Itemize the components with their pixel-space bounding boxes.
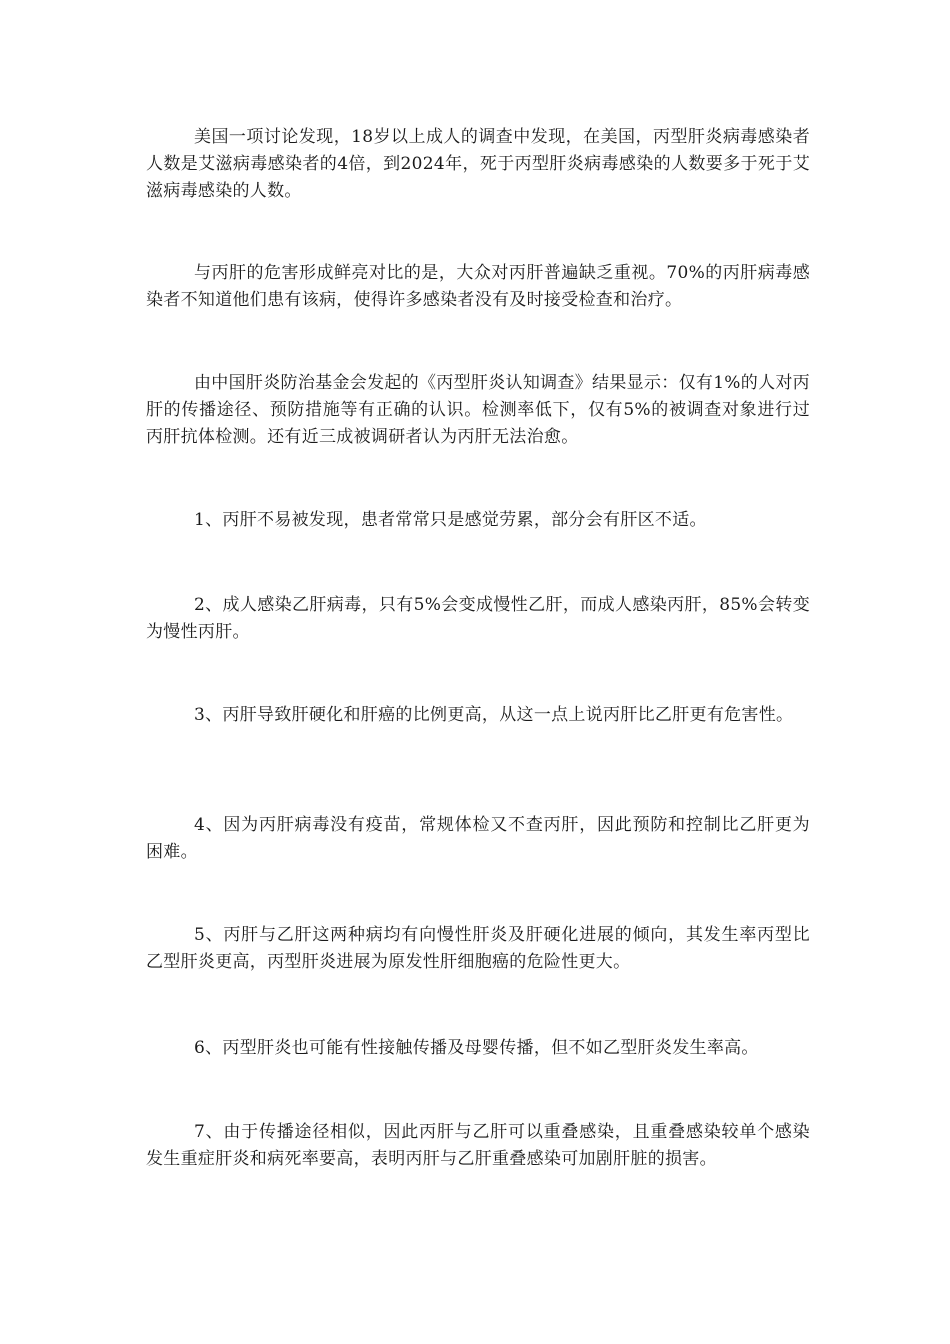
list-item-6: 6、丙型肝炎也可能有性接触传播及母婴传播，但不如乙型肝炎发生率高。	[194, 1038, 759, 1058]
list-item-7: 7、由于传播途径相似，因此丙肝与乙肝可以重叠感染，且重叠感染较单个感染发生重症肝炎和病死率要高，表明丙肝与乙肝重叠感染可加剧肝脏的损害。	[146, 1122, 810, 1169]
list-item-1: 1、丙肝不易被发现，患者常常只是感觉劳累，部分会有肝区不适。	[194, 510, 707, 530]
list-item-3: 3、丙肝导致肝硬化和肝癌的比例更高，从这一点上说丙肝比乙肝更有危害性。	[194, 705, 794, 725]
intro-paragraph-us-study: 美国一项讨论发现，18岁以上成人的调查中发现，在美国，丙型肝炎病毒感染者人数是艾滋病毒感染者的4倍，到2024年，死于丙型肝炎病毒感染的人数要多于死于艾滋病毒感染的人数。	[146, 127, 810, 201]
list-item-4: 4、因为丙肝病毒没有疫苗，常规体检又不查丙肝，因此预防和控制比乙肝更为困难。	[146, 815, 810, 862]
list-item-2: 2、成人感染乙肝病毒，只有5%会变成慢性乙肝，而成人感染丙肝，85%会转变为慢性丙肝。	[146, 595, 810, 642]
list-item-5: 5、丙肝与乙肝这两种病均有向慢性肝炎及肝硬化进展的倾向，其发生率丙型比乙型肝炎更高，丙型肝炎进展为原发性肝细胞癌的危险性更大。	[146, 925, 810, 972]
intro-paragraph-survey: 由中国肝炎防治基金会发起的《丙型肝炎认知调查》结果显示：仅有1%的人对丙肝的传播途径、预防措施等有正确的认识。检测率低下，仅有5%的被调查对象进行过丙肝抗体检测。还有近三成被调研者认为丙肝无法治愈。	[146, 373, 810, 447]
intro-paragraph-awareness: 与丙肝的危害形成鲜亮对比的是，大众对丙肝普遍缺乏重视。70%的丙肝病毒感染者不知道他们患有该病，使得许多感染者没有及时接受检查和治疗。	[146, 263, 810, 310]
